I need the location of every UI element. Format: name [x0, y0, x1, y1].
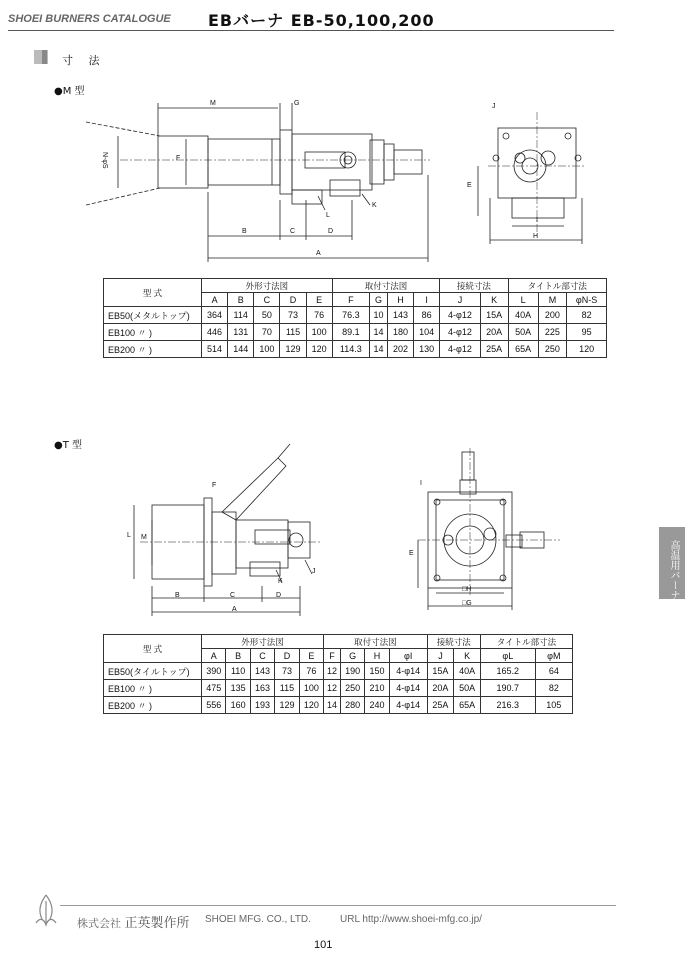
m-dim-D: D [328, 228, 334, 235]
t-dim-L: L [127, 532, 131, 539]
col-model: 型 式 [104, 635, 202, 663]
table-row [104, 697, 573, 714]
group-header: タイトル部寸法 [508, 279, 607, 293]
m-dim-F: F [176, 155, 181, 162]
company-name: 正英製作所 [124, 916, 190, 931]
cell: 14 [324, 697, 341, 714]
m-dim-M: M [210, 100, 216, 107]
cell: 73 [280, 307, 306, 324]
col-header: B [228, 293, 254, 307]
t-dim-F: F [212, 482, 217, 489]
cell: 193 [250, 697, 274, 714]
m-dim-A: A [316, 250, 321, 257]
col-header: G [369, 293, 387, 307]
t-dim-M: M [141, 534, 147, 541]
cell: 160 [226, 697, 250, 714]
cell: 65A [508, 341, 538, 358]
cell: 100 [299, 680, 323, 697]
cell: 14 [369, 324, 387, 341]
m-dim-I: I [536, 217, 538, 224]
cell: 225 [538, 324, 566, 341]
col-header: D [275, 649, 299, 663]
cell: 82 [535, 680, 572, 697]
m-dim-J: J [492, 103, 496, 110]
col-header: G [340, 649, 364, 663]
col-header: J [427, 649, 454, 663]
cell: 76.3 [332, 307, 369, 324]
col-header: F [324, 649, 341, 663]
cell: 120 [567, 341, 607, 358]
col-header: F [332, 293, 369, 307]
cell: 70 [254, 324, 280, 341]
col-header: C [254, 293, 280, 307]
cell: 15A [480, 307, 508, 324]
cell: 115 [280, 324, 306, 341]
cell: 20A [480, 324, 508, 341]
t-dim-A: A [232, 606, 237, 613]
group-header: タイトル部寸法 [480, 635, 572, 649]
footer-url[interactable]: URL http://www.shoei-mfg.co.jp/ [340, 914, 482, 925]
row-model: EB200 〃 ) [104, 697, 202, 714]
col-header: H [387, 293, 413, 307]
cell: 100 [254, 341, 280, 358]
table-row [104, 680, 573, 697]
cell: 76 [299, 663, 323, 680]
col-header: J [440, 293, 481, 307]
m-dim-B: B [242, 228, 247, 235]
cell: 86 [414, 307, 440, 324]
company-prefix: 株式会社 [77, 917, 121, 930]
cell: 556 [202, 697, 226, 714]
cell: 4-φ12 [440, 307, 481, 324]
t-dim-C: C [230, 592, 236, 599]
col-header: L [508, 293, 538, 307]
m-dim-C: C [290, 228, 296, 235]
cell: 200 [538, 307, 566, 324]
col-header: A [202, 649, 226, 663]
cell: 82 [567, 307, 607, 324]
m-dim-G: G [294, 100, 300, 107]
cell: 89.1 [332, 324, 369, 341]
cell: 163 [250, 680, 274, 697]
cell: 104 [414, 324, 440, 341]
cell: 190 [340, 663, 364, 680]
row-model: EB100 〃 ) [104, 324, 202, 341]
cell: 120 [299, 697, 323, 714]
col-header: D [280, 293, 306, 307]
cell: 50A [454, 680, 481, 697]
cell: 95 [567, 324, 607, 341]
cell: 135 [226, 680, 250, 697]
col-header: B [226, 649, 250, 663]
col-header: H [365, 649, 389, 663]
cell: 120 [306, 341, 332, 358]
group-header: 外形寸法図 [202, 279, 333, 293]
cell: 12 [324, 663, 341, 680]
col-header: φM [535, 649, 572, 663]
col-header: φI [389, 649, 427, 663]
t-type-title: ●T 型 [54, 440, 83, 451]
row-model: EB50(メタルトップ) [104, 307, 202, 324]
col-header: K [480, 293, 508, 307]
cell: 202 [387, 341, 413, 358]
cell: 10 [369, 307, 387, 324]
cell: 144 [228, 341, 254, 358]
cell: 129 [275, 697, 299, 714]
cell: 216.3 [480, 697, 535, 714]
t-dim-G: □G [462, 600, 472, 607]
m-dim-K: K [372, 202, 377, 209]
cell: 390 [202, 663, 226, 680]
cell: 4-φ14 [389, 663, 427, 680]
cell: 4-φ14 [389, 697, 427, 714]
t-dim-H: □H [462, 586, 472, 593]
page-title: EBバーナ EB-50,100,200 [208, 11, 435, 30]
group-header: 外形寸法図 [202, 635, 324, 649]
cell: 25A [427, 697, 454, 714]
col-model: 型 式 [104, 279, 202, 307]
cell: 475 [202, 680, 226, 697]
table-header-row [104, 635, 573, 649]
t-dim-D: D [276, 592, 282, 599]
col-header: E [299, 649, 323, 663]
footer-company [77, 912, 190, 931]
group-header: 接続寸法 [440, 279, 508, 293]
cell: 105 [535, 697, 572, 714]
cell: 50 [254, 307, 280, 324]
cell: 20A [427, 680, 454, 697]
t-dim-B: B [175, 592, 180, 599]
cell: 114 [228, 307, 254, 324]
cell: 180 [387, 324, 413, 341]
cell: 76 [306, 307, 332, 324]
cell: 446 [202, 324, 228, 341]
catalogue-name: SHOEI BURNERS CATALOGUE [8, 13, 171, 25]
col-header: I [414, 293, 440, 307]
group-header: 取付寸法図 [324, 635, 428, 649]
cell: 50A [508, 324, 538, 341]
cell: 165.2 [480, 663, 535, 680]
m-type-title: ●M 型 [54, 86, 85, 97]
cell: 100 [306, 324, 332, 341]
col-header: φL [480, 649, 535, 663]
group-header: 取付寸法図 [332, 279, 440, 293]
t-dim-K: K [278, 578, 283, 585]
cell: 250 [538, 341, 566, 358]
cell: 65A [454, 697, 481, 714]
col-header: φN-S [567, 293, 607, 307]
m-dim-N: N-φS [101, 152, 108, 169]
cell: 14 [369, 341, 387, 358]
cell: 12 [324, 680, 341, 697]
page-number: 101 [314, 939, 333, 951]
cell: 143 [250, 663, 274, 680]
cell: 40A [508, 307, 538, 324]
cell: 4-φ14 [389, 680, 427, 697]
cell: 190.7 [480, 680, 535, 697]
cell: 143 [387, 307, 413, 324]
m-dim-E: E [467, 182, 472, 189]
cell: 240 [365, 697, 389, 714]
footer-divider [60, 905, 616, 906]
cell: 250 [340, 680, 364, 697]
cell: 73 [275, 663, 299, 680]
cell: 280 [340, 697, 364, 714]
col-header: M [538, 293, 566, 307]
col-header: E [306, 293, 332, 307]
cell: 110 [226, 663, 250, 680]
cell: 4-φ12 [440, 341, 481, 358]
row-model: EB100 〃 ) [104, 680, 202, 697]
cell: 25A [480, 341, 508, 358]
t-dim-I: I [420, 480, 422, 487]
t-dim-J: J [312, 568, 316, 575]
t-dim-E: E [409, 550, 414, 557]
col-header: C [250, 649, 274, 663]
cell: 210 [365, 680, 389, 697]
cell: 115 [275, 680, 299, 697]
cell: 64 [535, 663, 572, 680]
table-row [104, 663, 573, 680]
row-model: EB200 〃 ) [104, 341, 202, 358]
col-header: K [454, 649, 481, 663]
row-model: EB50(タイルトップ) [104, 663, 202, 680]
cell: 130 [414, 341, 440, 358]
cell: 15A [427, 663, 454, 680]
group-header: 接続寸法 [427, 635, 480, 649]
company-logo-icon [32, 893, 60, 927]
footer-company-english: SHOEI MFG. CO., LTD. [205, 914, 311, 925]
m-dim-L: L [326, 212, 330, 219]
section-title: 寸 法 [62, 54, 106, 67]
cell: 129 [280, 341, 306, 358]
cell: 150 [365, 663, 389, 680]
cell: 114.3 [332, 341, 369, 358]
cell: 40A [454, 663, 481, 680]
cell: 364 [202, 307, 228, 324]
col-header: A [202, 293, 228, 307]
cell: 4-φ12 [440, 324, 481, 341]
m-dim-H: H [533, 233, 539, 240]
cell: 131 [228, 324, 254, 341]
t-type-spec-table [103, 634, 573, 714]
side-tab-label: 高温用バーナ [668, 540, 679, 600]
cell: 514 [202, 341, 228, 358]
